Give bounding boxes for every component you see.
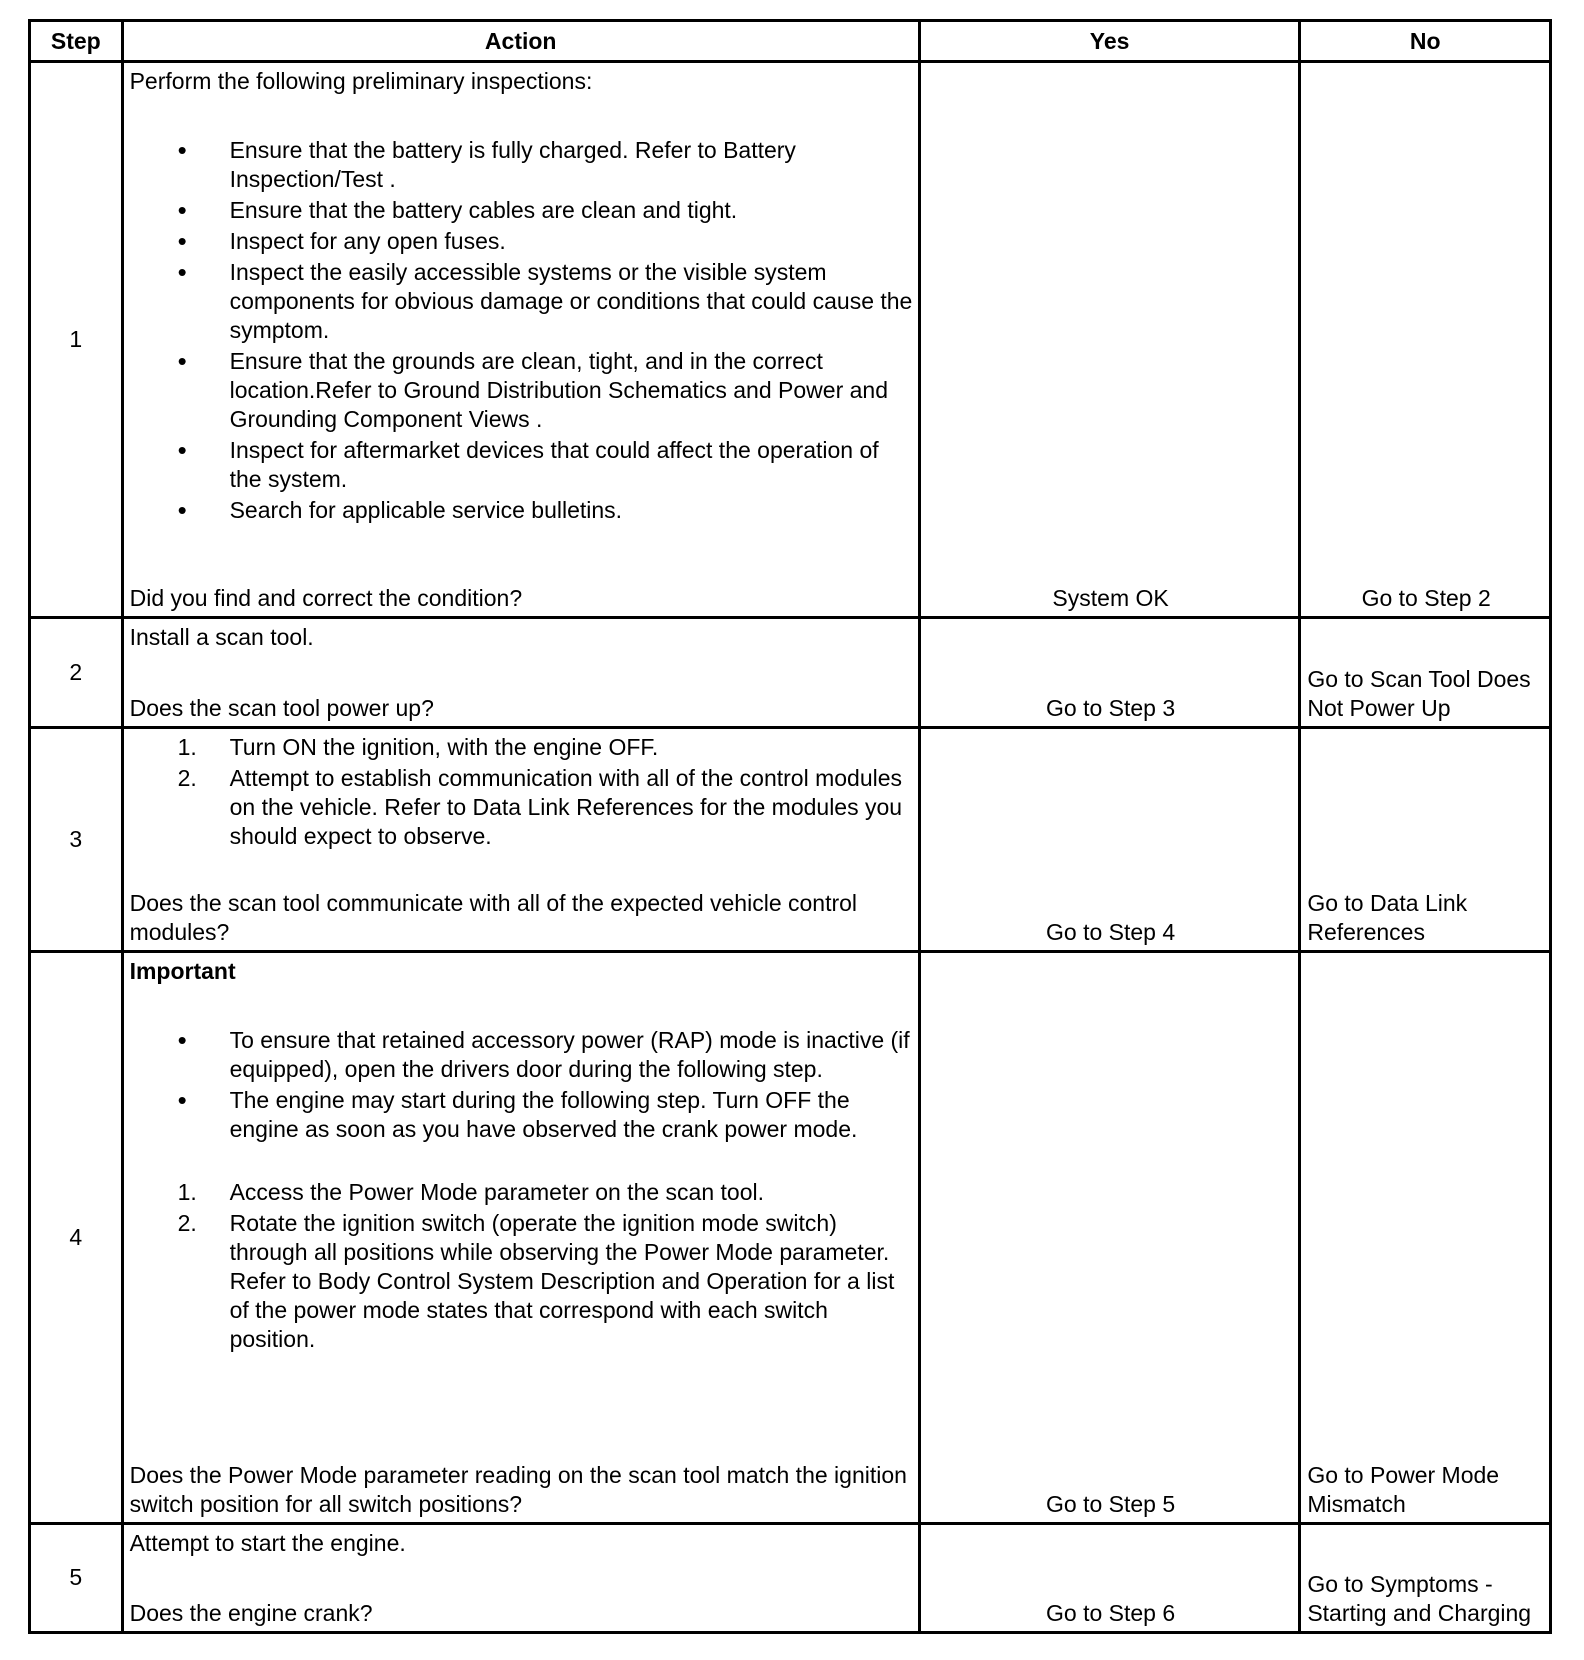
no-cell	[1300, 62, 1551, 618]
list-item: • Inspect for aftermarket devices that could affect the operation of the system.	[130, 436, 914, 494]
step-number: 4	[30, 951, 123, 1523]
important-label: Important	[129, 957, 236, 984]
no-result: Go to Data Link References	[1307, 889, 1468, 945]
list-item: • Inspect for any open fuses.	[130, 227, 914, 256]
list-item: • Ensure that the grounds are clean, tight, and in the correct location.Refer to Ground Distribution Schematics and Power and Grounding Component Views .	[130, 347, 914, 434]
numbered-list	[130, 733, 914, 851]
list-item: • The engine may start during the following step. Turn OFF the engine as soon as you have observed the crank power mode.	[130, 1086, 914, 1144]
no-cell	[1300, 618, 1551, 727]
action-intro: Install a scan tool.	[129, 624, 314, 651]
action-intro: Attempt to start the engine.	[129, 1529, 406, 1556]
list-item: • To ensure that retained accessory power (RAP) mode is inactive (if equipped), open the drivers door during the following step.	[130, 1026, 914, 1084]
action-cell	[122, 1523, 919, 1632]
yes-cell	[919, 618, 1300, 727]
header-step: Step	[30, 21, 123, 62]
yes-result: Go to Step 4	[1046, 918, 1176, 945]
no-result: Go to Power Mode Mismatch	[1307, 1461, 1500, 1517]
table-row-step-4	[30, 951, 1551, 1523]
step-number: 2	[30, 618, 123, 727]
action-question: Does the Power Mode parameter reading on the scan tool match the ignition switch position for all switch positions?	[129, 1461, 907, 1517]
no-cell	[1300, 951, 1551, 1523]
yes-result: Go to Step 5	[1046, 1490, 1176, 1517]
yes-cell	[919, 62, 1300, 618]
list-item: • Ensure that the battery is fully charged. Refer to Battery Inspection/Test .	[130, 136, 914, 194]
no-cell	[1300, 727, 1551, 951]
list-item: 1. Access the Power Mode parameter on the scan tool.	[130, 1178, 914, 1207]
table-row-step-3	[30, 727, 1551, 951]
action-cell	[122, 62, 919, 618]
yes-cell	[919, 951, 1300, 1523]
action-intro: Perform the following preliminary inspections:	[129, 68, 593, 94]
no-result: Go to Scan Tool Does Not Power Up	[1307, 665, 1531, 721]
yes-result: Go to Step 3	[1046, 694, 1176, 721]
list-item: 2. Attempt to establish communication with all of the control modules on the vehicle. Refer to Data Link References for the modules you should expect to observe.	[130, 764, 914, 851]
no-result: Go to Symptoms - Starting and Charging	[1307, 1571, 1532, 1626]
step-number: 1	[30, 62, 123, 618]
no-cell	[1300, 1523, 1551, 1632]
table-row-step-2	[30, 618, 1551, 727]
action-cell	[122, 727, 919, 951]
list-item: 2. Rotate the ignition switch (operate the ignition mode switch) through all positions while observing the Power Mode parameter. Refer to Body Control System Description and Operation for a list of the power mode states that correspond with each switch position.	[130, 1209, 914, 1354]
action-question: Does the scan tool communicate with all of the expected vehicle control modules?	[129, 889, 858, 945]
header-no: No	[1300, 21, 1551, 62]
list-item: • Inspect the easily accessible systems or the visible system components for obvious damage or conditions that could cause the symptom.	[130, 258, 914, 345]
numbered-list	[130, 1178, 914, 1354]
action-question: Did you find and correct the condition?	[129, 585, 523, 612]
action-cell	[122, 951, 919, 1523]
table-row-step-5	[30, 1523, 1551, 1632]
header-action: Action	[122, 21, 919, 62]
list-item: • Ensure that the battery cables are clean and tight.	[130, 196, 914, 225]
step-number: 5	[30, 1523, 123, 1632]
action-cell	[122, 618, 919, 727]
step-number: 3	[30, 727, 123, 951]
list-item: 1. Turn ON the ignition, with the engine OFF.	[130, 733, 914, 762]
action-question: Does the engine crank?	[129, 1600, 373, 1626]
yes-cell	[919, 1523, 1300, 1632]
bullet-list	[130, 1026, 914, 1144]
yes-result: System OK	[1052, 585, 1169, 612]
header-row	[30, 21, 1551, 62]
yes-result: Go to Step 6	[1046, 1600, 1176, 1626]
header-yes: Yes	[919, 21, 1300, 62]
bullet-list	[130, 136, 914, 525]
action-question: Does the scan tool power up?	[129, 694, 434, 721]
yes-cell	[919, 727, 1300, 951]
diagnostic-table	[28, 19, 1552, 1634]
list-item: • Search for applicable service bulletins.	[130, 496, 914, 525]
no-result: Go to Step 2	[1361, 585, 1491, 612]
table-row-step-1	[30, 62, 1551, 618]
